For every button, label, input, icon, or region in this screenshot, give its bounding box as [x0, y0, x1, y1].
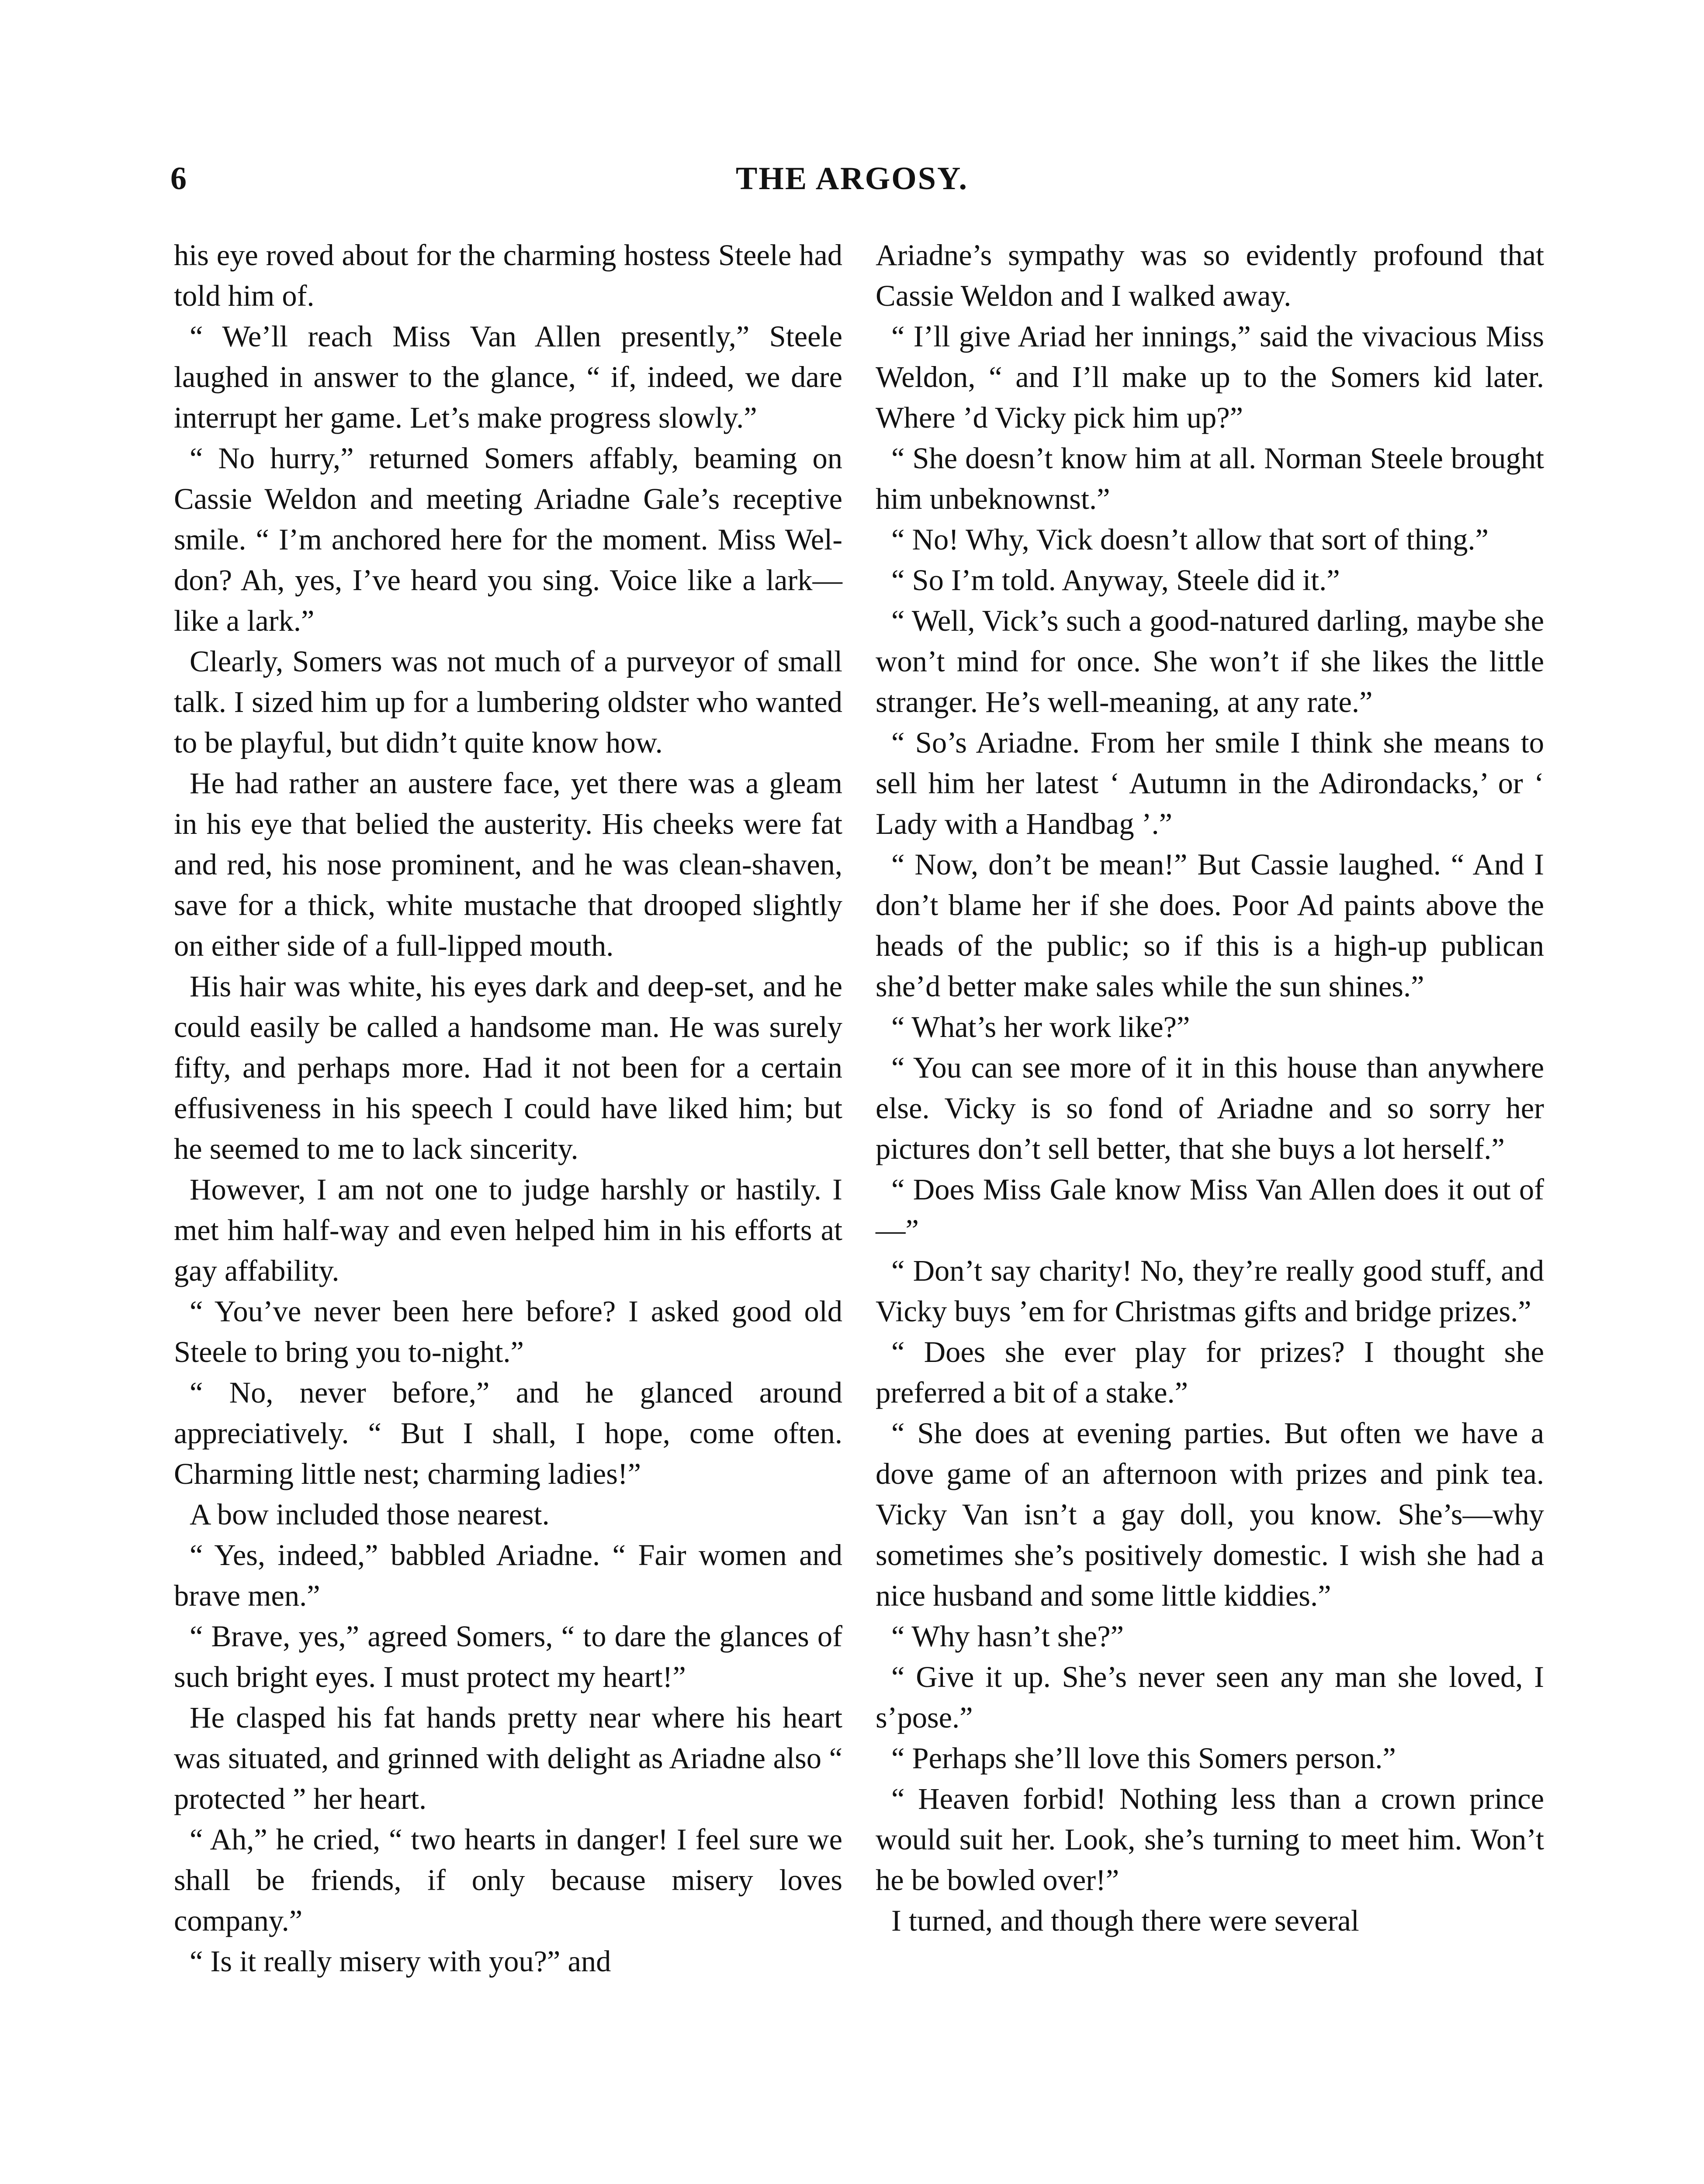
paragraph: “ No! Why, Vick doesn’t allow that sort of thing.”: [891, 523, 1489, 556]
paragraph: “ What’s her work like?”: [891, 1010, 1190, 1044]
paragraph: “ So I’m told. Anyway, Steele did it.”: [891, 563, 1340, 597]
paragraph: “ Is it really misery with you?” and: [190, 1945, 611, 1978]
paragraph: He clasped his fat hands pretty near where his heart was situated, and grinned with delight as Ariadne also “ protected ” her heart.: [174, 1701, 842, 1815]
paragraph: “ Don’t say charity! No, they’re really good stuff, and Vicky buys ’em for Christmas gifts and bridge prizes.”: [876, 1254, 1544, 1328]
paragraph: A bow included those nearest.: [190, 1498, 550, 1531]
paragraph: “ Why hasn’t she?”: [891, 1620, 1124, 1653]
paragraph: Clearly, Somers was not much of a purveyor of small talk. I sized him up for a lumbering oldster who wanted to be playful, but didn’t quite know how.: [174, 645, 842, 759]
paragraph: “ So’s Ariadne. From her smile I think she means to sell him her latest ‘ Autumn in the Adirondacks,’ or ‘ Lady with a Handbag ’.”: [876, 726, 1544, 840]
paragraph: “ Brave, yes,” agreed Somers, “ to dare the glances of such bright eyes. I must protect my heart!”: [174, 1620, 842, 1693]
paragraph: “ I’ll give Ariad her innings,” said the vivacious Miss Weldon, “ and I’ll make up to the Somers kid later. Where ’d Vicky pick him up?”: [876, 320, 1544, 434]
paragraph: “ She doesn’t know him at all. Norman Steele brought him unbeknownst.”: [876, 442, 1544, 515]
paragraph: “ Ah,” he cried, “ two hearts in danger! I feel sure we shall be friends, if only because misery loves company.”: [174, 1823, 842, 1937]
paragraph: “ Heaven forbid! Nothing less than a crown prince would suit her. Look, she’s turning to meet him. Won’t he be bowled over!”: [876, 1782, 1544, 1897]
paragraph: Ariadne’s sympathy was so evidently profound that Cassie Weldon and I walked away.: [876, 238, 1544, 312]
paragraph: “ Yes, indeed,” babbled Ariadne. “ Fair women and brave men.”: [174, 1538, 842, 1612]
paragraph: “ Does she ever play for prizes? I thought she preferred a bit of a stake.”: [876, 1335, 1544, 1409]
paragraph: His hair was white, his eyes dark and deep-set, and he could easily be called a handsome man. He was surely fifty, and perhaps more. Had it not been for a certain effusiveness in his speech I could have liked him; but he seemed to me to lack sincerity.: [174, 970, 842, 1165]
left-column: [174, 235, 842, 1982]
paragraph: “ No, never before,” and he glanced around appreciatively. “ But I shall, I hope, come often. Charming little nest; charming ladies!”: [174, 1376, 842, 1490]
paragraph: I turned, and though there were several: [891, 1904, 1359, 1937]
paragraph: “ Now, don’t be mean!” But Cassie laughed. “ And I don’t blame her if she does. Poor Ad paints above the heads of the public; so if this is a high-up publican she’d better make sales while the sun shines.”: [876, 848, 1544, 1003]
paragraph: “ You’ve never been here before? I asked good old Steele to bring you to-night.”: [174, 1295, 842, 1368]
right-column: [876, 235, 1544, 1941]
paragraph: “ Does Miss Gale know Miss Van Allen does it out of—”: [876, 1173, 1544, 1247]
paragraph: his eye roved about for the charming hostess Steele had told him of.: [174, 238, 842, 312]
paragraph: “ We’ll reach Miss Van Allen presently,” Steele laughed in answer to the glance, “ if, indeed, we dare interrupt her game. Let’s make progress slowly.”: [174, 320, 842, 434]
paragraph: “ She does at evening parties. But often we have a dove game of an afternoon with prizes and pink tea. Vicky Van isn’t a gay doll, you know. She’s—why sometimes she’s positively domestic. I wish she had a nice husband and some little kiddies.”: [876, 1417, 1544, 1612]
page-number: 6: [170, 161, 187, 197]
paragraph: “ Perhaps she’ll love this Somers person.”: [891, 1742, 1396, 1775]
paragraph: “ Well, Vick’s such a good-natured darling, maybe she won’t mind for once. She won’t if she likes the little stranger. He’s well-meaning, at any rate.”: [876, 604, 1544, 719]
running-head: THE ARGOSY.: [736, 161, 968, 197]
paragraph: “ You can see more of it in this house than anywhere else. Vicky is so fond of Ariadne and so sorry her pictures don’t sell better, that she buys a lot herself.”: [876, 1051, 1544, 1165]
paragraph: He had rather an austere face, yet there was a gleam in his eye that belied the austerity. His cheeks were fat and red, his nose prominent, and he was clean-shaven, save for a thick, white mustache that drooped slightly on either side of a full-lipped mouth.: [174, 767, 842, 962]
paragraph: However, I am not one to judge harshly or hastily. I met him half-way and even helped him in his efforts at gay affability.: [174, 1173, 842, 1287]
paragraph: “ Give it up. She’s never seen any man she loved, I s’pose.”: [876, 1660, 1544, 1734]
paragraph: “ No hurry,” returned Somers affably, beaming on Cassie Weldon and meeting Ariadne Gale’s receptive smile. “ I’m anchored here for the moment. Miss Weldon? Ah, yes, I’ve heard you sing. Voice like a lark—like a lark.”: [174, 442, 842, 637]
